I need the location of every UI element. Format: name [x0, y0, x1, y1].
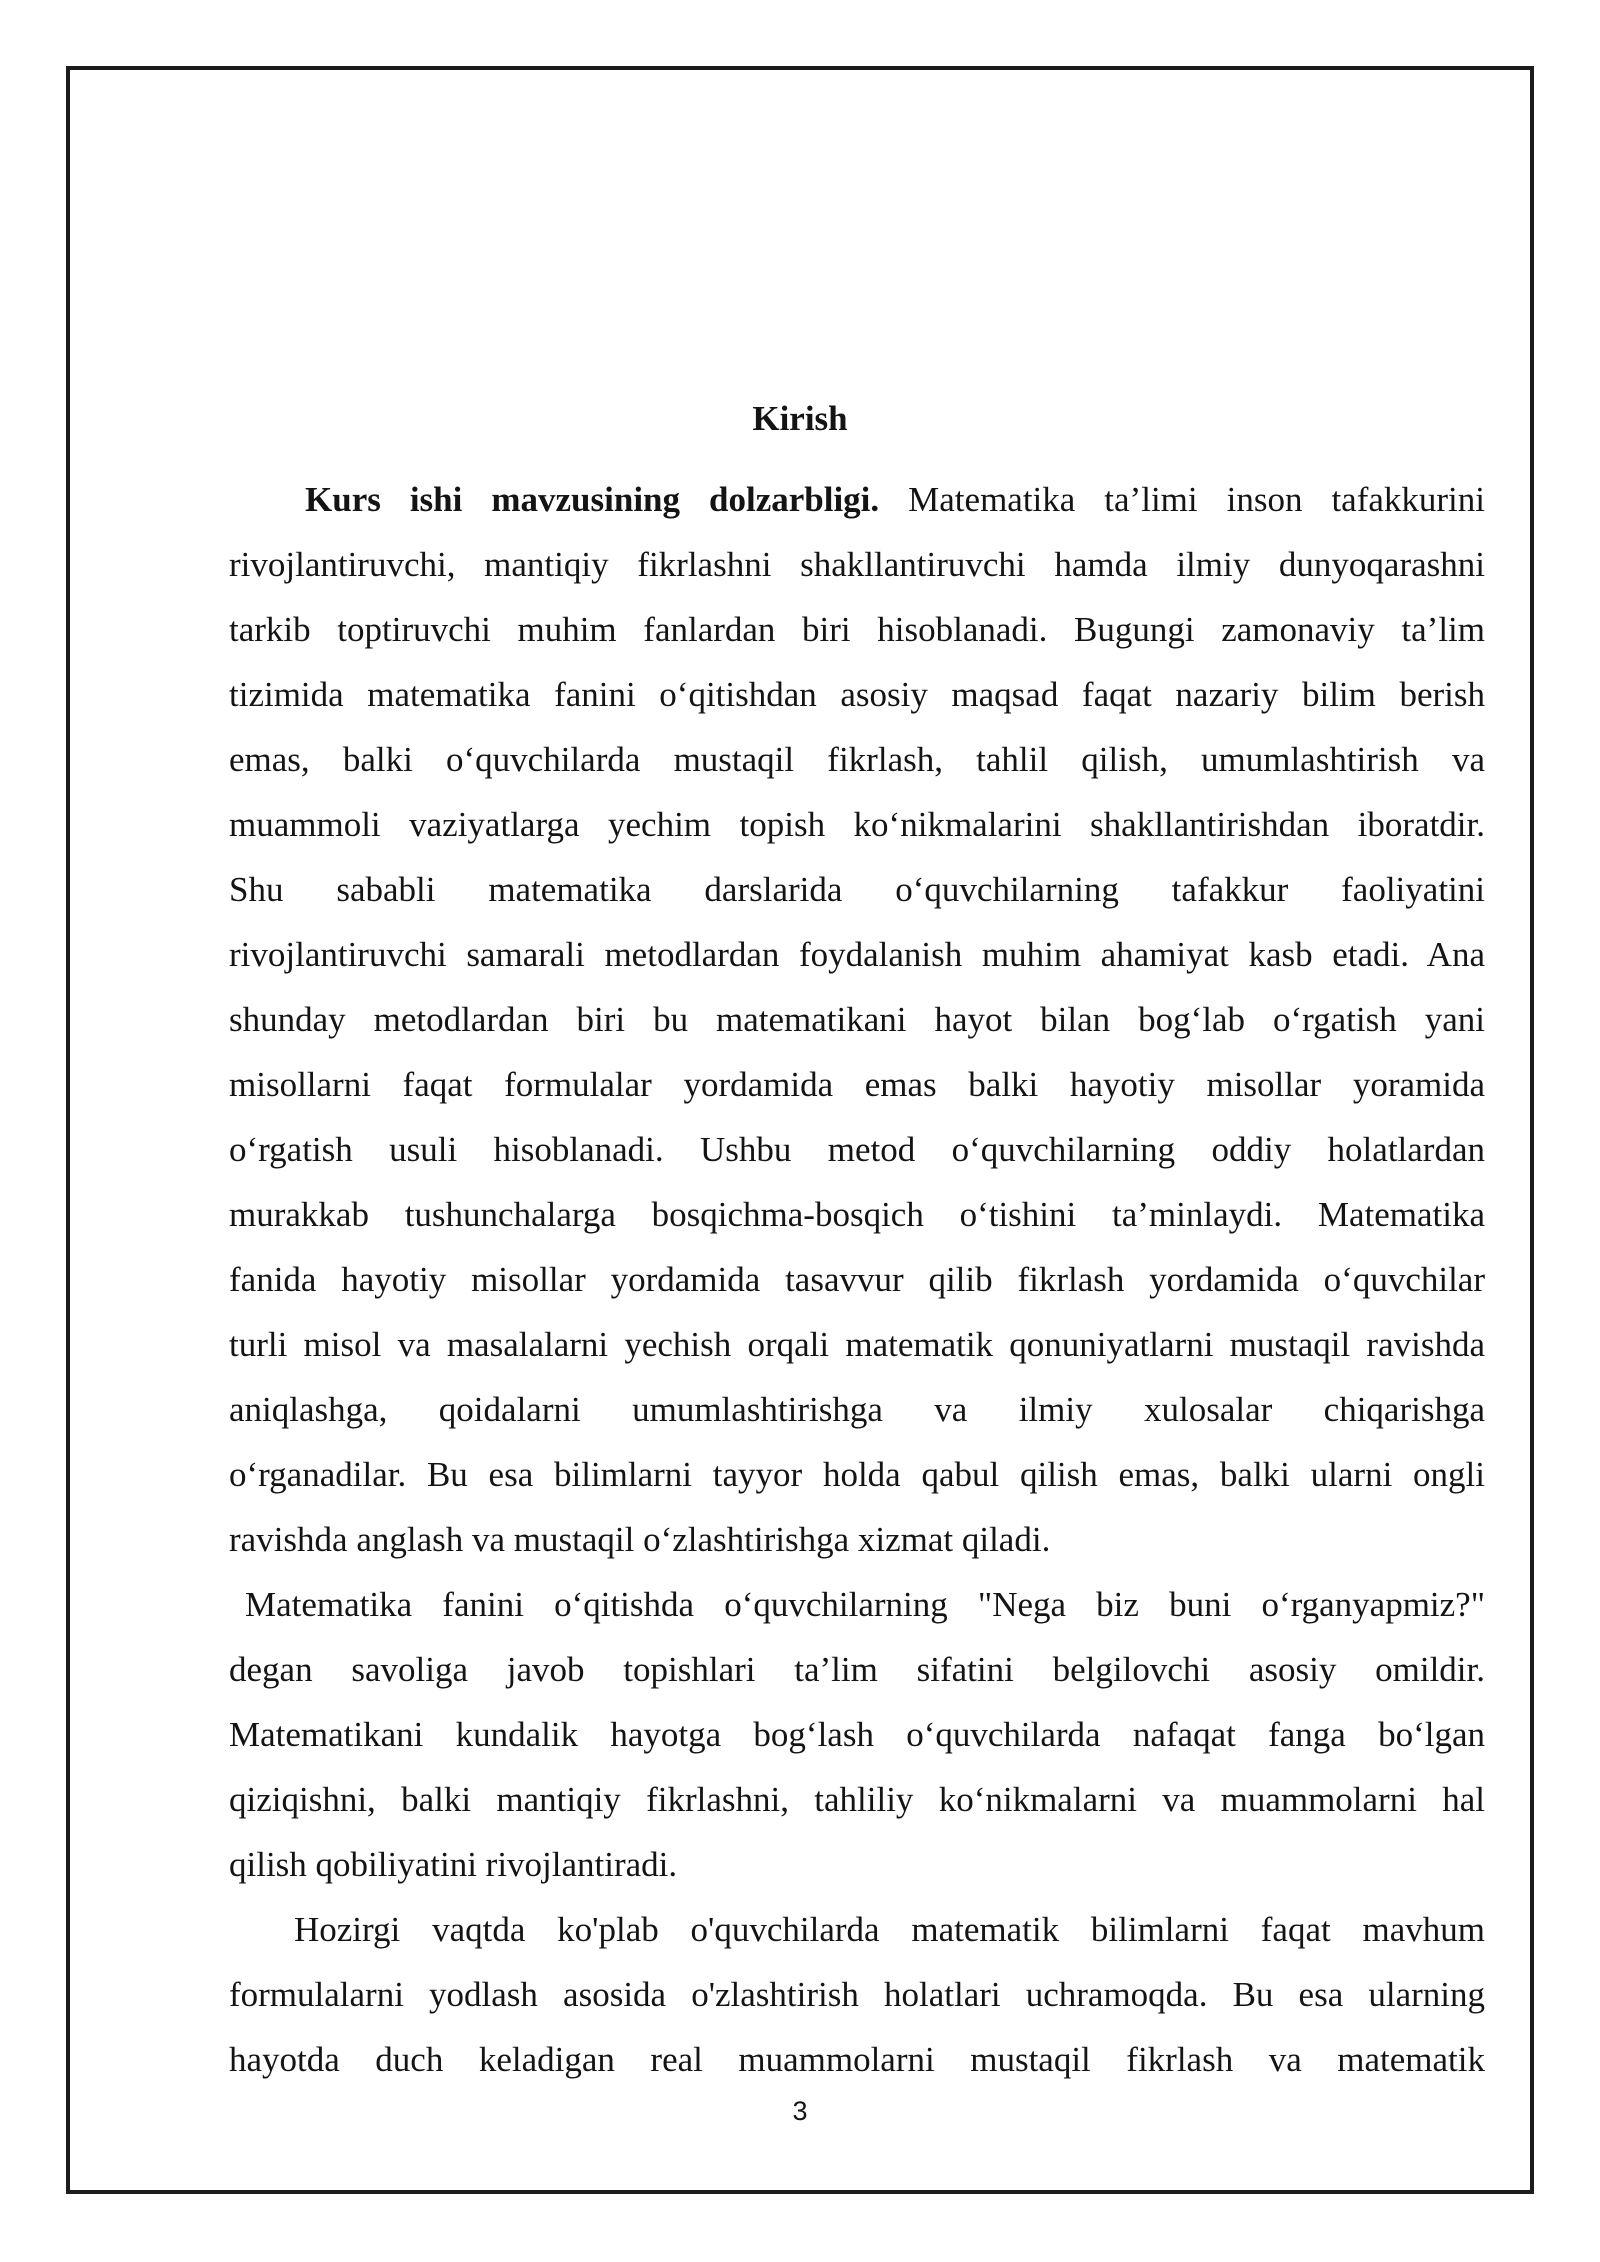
text-line: murakkab tushunchalarga bosqichma-bosqich o‘tishini ta’minlaydi. Matematika — [229, 1195, 1485, 1234]
section-title: Kirish — [752, 399, 848, 438]
text-line: formulalarni yodlash asosida o'zlashtirish holatlari uchramoqda. Bu esa ularning — [229, 1975, 1485, 2014]
text-line: Matematikani kundalik hayotga bog‘lash o‘quvchilarda nafaqat fanga bo‘lgan — [229, 1715, 1485, 1754]
text-line: fanida hayotiy misollar yordamida tasavvur qilib fikrlash yordamida o‘quvchilar — [229, 1260, 1485, 1299]
paragraph-1-line-1 — [305, 478, 1485, 522]
text-line: misollarni faqat formulalar yordamida emas balki hayotiy misollar yoramida — [229, 1065, 1485, 1104]
text-line: Matematika ta’limi inson tafakkurini — [908, 480, 1485, 519]
text-line: emas, balki o‘quvchilarda mustaqil fikrlash, tahlil qilish, umumlashtirish va — [229, 740, 1485, 779]
text-line: aniqlashga, qoidalarni umumlashtirishga va ilmiy xulosalar chiqarishga — [229, 1390, 1485, 1429]
text-line: o‘rganadilar. Bu esa bilimlarni tayyor holda qabul qilish emas, balki ularni ongli — [229, 1455, 1485, 1494]
text-line: tizimida matematika fanini o‘qitishdan asosiy maqsad faqat nazariy bilim berish — [229, 675, 1485, 714]
text-line: rivojlantiruvchi, mantiqiy fikrlashni shakllantiruvchi hamda ilmiy dunyoqarashni — [229, 545, 1485, 584]
text-line: rivojlantiruvchi samarali metodlardan foydalanish muhim ahamiyat kasb etadi. Ana — [229, 935, 1485, 974]
text-line: Shu sababli matematika darslarida o‘quvchilarning tafakkur faoliyatini — [229, 870, 1485, 909]
text-line: muammoli vaziyatlarga yechim topish ko‘nikmalarini shakllantirishdan iboratdir. — [229, 805, 1485, 844]
text-line: tarkib toptiruvchi muhim fanlardan biri hisoblanadi. Bugungi zamonaviy ta’lim — [229, 610, 1485, 649]
text-line: o‘rgatish usuli hisoblanadi. Ushbu metod o‘quvchilarning oddiy holatlardan — [229, 1130, 1485, 1169]
text-line: ravishda anglash va mustaqil o‘zlashtirishga xizmat qiladi. — [229, 1520, 1051, 1559]
text-line: Matematika fanini o‘qitishda o‘quvchilarning "Nega biz buni o‘rganyapmiz?" — [245, 1585, 1485, 1624]
text-line: qilish qobiliyatini rivojlantiradi. — [229, 1845, 678, 1884]
text-line: hayotda duch keladigan real muammolarni mustaqil fikrlash va matematik — [229, 2040, 1485, 2079]
text-line: qiziqishni, balki mantiqiy fikrlashni, tahliliy ko‘nikmalarni va muammolarni hal — [229, 1780, 1485, 1819]
lead-heading: Kurs ishi mavzusining dolzarbligi. — [305, 480, 880, 519]
text-line: shunday metodlardan biri bu matematikani hayot bilan bog‘lab o‘rgatish yani — [229, 1000, 1485, 1039]
text-line: Hozirgi vaqtda ko'plab o'quvchilarda matematik bilimlarni faqat mavhum — [294, 1910, 1485, 1949]
text-line: turli misol va masalalarni yechish orqali matematik qonuniyatlarni mustaqil ravishda — [229, 1325, 1485, 1364]
text-line: degan savoliga javob topishlari ta’lim sifatini belgilovchi asosiy omildir. — [229, 1650, 1485, 1689]
page-number: 3 — [792, 2096, 808, 2126]
